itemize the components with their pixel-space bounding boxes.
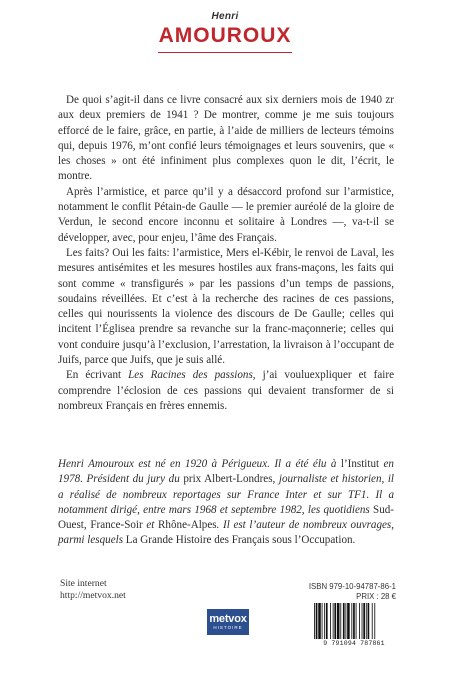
bio-paragraph: [58, 457, 394, 549]
bio-text-1: Henri Amouroux est né en 1920 à Périgueux. Il a été élu à: [58, 458, 341, 470]
publisher-series: HISTOIRE: [213, 625, 243, 630]
site-url[interactable]: http://metvox.net: [60, 590, 126, 601]
isbn-block: [300, 582, 396, 602]
author-last-name: AMOUROUX: [158, 24, 292, 47]
bio-sep-2: et: [142, 519, 159, 532]
author-bio: [58, 457, 394, 549]
bio-book-title: La Grande Histoire des Français sous l’Occupation: [125, 534, 353, 547]
barcode-digits: 9 791094 787861: [323, 640, 385, 647]
book-title: Les Racines des passions: [128, 369, 253, 382]
website-info: [60, 578, 126, 602]
barcode-bars-icon: [312, 603, 396, 641]
blurb: [58, 93, 394, 414]
bio-end: .: [352, 534, 356, 547]
title-rule: [158, 52, 292, 53]
bio-paper-2: France-Soir: [90, 519, 143, 532]
blurb-paragraph-2: Après l’armistice, et parce qu’il y a désaccord profond sur l’armistice, notamment le conflit Pétain-de Gaulle — le premier auréolé de la gloire de Verdun, le second encore inconnu et solitaire à Londres —, va-t-il se développer, avec, pour enjeu, l’âme des Français.: [58, 185, 394, 244]
bio-text-3: , journaliste et historien, il a réalisé de nombreux reportages sur France Inter et sur TF1. Il a notamment dirigé, entre mars 1968 et septembre 1982, les quotidiens: [58, 473, 394, 516]
price: PRIX : 28 €: [356, 592, 396, 601]
blurb-p4-end: , j’ai vouluexpliquer et faire comprendre l’éclosion de ces passions qui devaient transformer de si nombreux Français en frères ennemis.: [58, 369, 394, 412]
isbn-number: ISBN 979-10-94787-86-1: [308, 582, 396, 591]
bio-institut: l’Institut: [340, 458, 380, 470]
publisher-logo: [207, 609, 249, 635]
site-label: Site internet: [60, 578, 107, 589]
author-first-name: Henri: [211, 11, 239, 22]
bio-paper-1: Sud-Ouest: [58, 503, 394, 532]
bio-sep-1: ,: [83, 519, 91, 532]
bio-prize: prix Albert-Londres: [183, 473, 273, 486]
blurb-paragraph-4: [58, 368, 394, 414]
publisher-name: metvox: [209, 613, 247, 625]
blurb-paragraph-3: Les faits? Oui les faits: l’armistice, Mers el-Kébir, le renvoi de Laval, les mesures antisémites et les mesures hostiles aux frans-maçons, les faits qui sont comme « transfigurés » par les passions d’un temps de passions, soudains réveillées. Et c’est à la recherche des racines de ces passions, celles qui nourissents la violence des discours de De Gaulle; celles qui incitent l’Églisea prendre sa revanche sur la franc-maçonnerie; celles qui vont conduire jusqu’à l’exclusion, l’arrestation, la livraison à l’occupant de Juifs, parce que Juifs, que je suis allé.: [58, 246, 394, 367]
bio-text-2: en 1978. Président du jury du: [58, 458, 394, 486]
bio-text-4: . Il est l’auteur de nombreux ouvrages, parmi lesquels: [58, 519, 395, 547]
bio-paper-3: Rhône-Alpes: [158, 519, 217, 532]
blurb-p4-start: En écrivant: [66, 369, 129, 382]
blurb-paragraph-1: De quoi s’agit-il dans ce livre consacré aux six derniers mois de 1940 zr aux deux premiers de 1941 ? De montrer, comme je me suis toujours efforcé de le faire, grâce, en partie, à l’aide de milliers de lecteurs témoins qui, depuis 1976, m’ont confié leurs témoignages et leurs souvenirs, que « les choses » ont été infiniment plus complexes quon le dit, l’écrit, le montre.: [58, 94, 394, 183]
